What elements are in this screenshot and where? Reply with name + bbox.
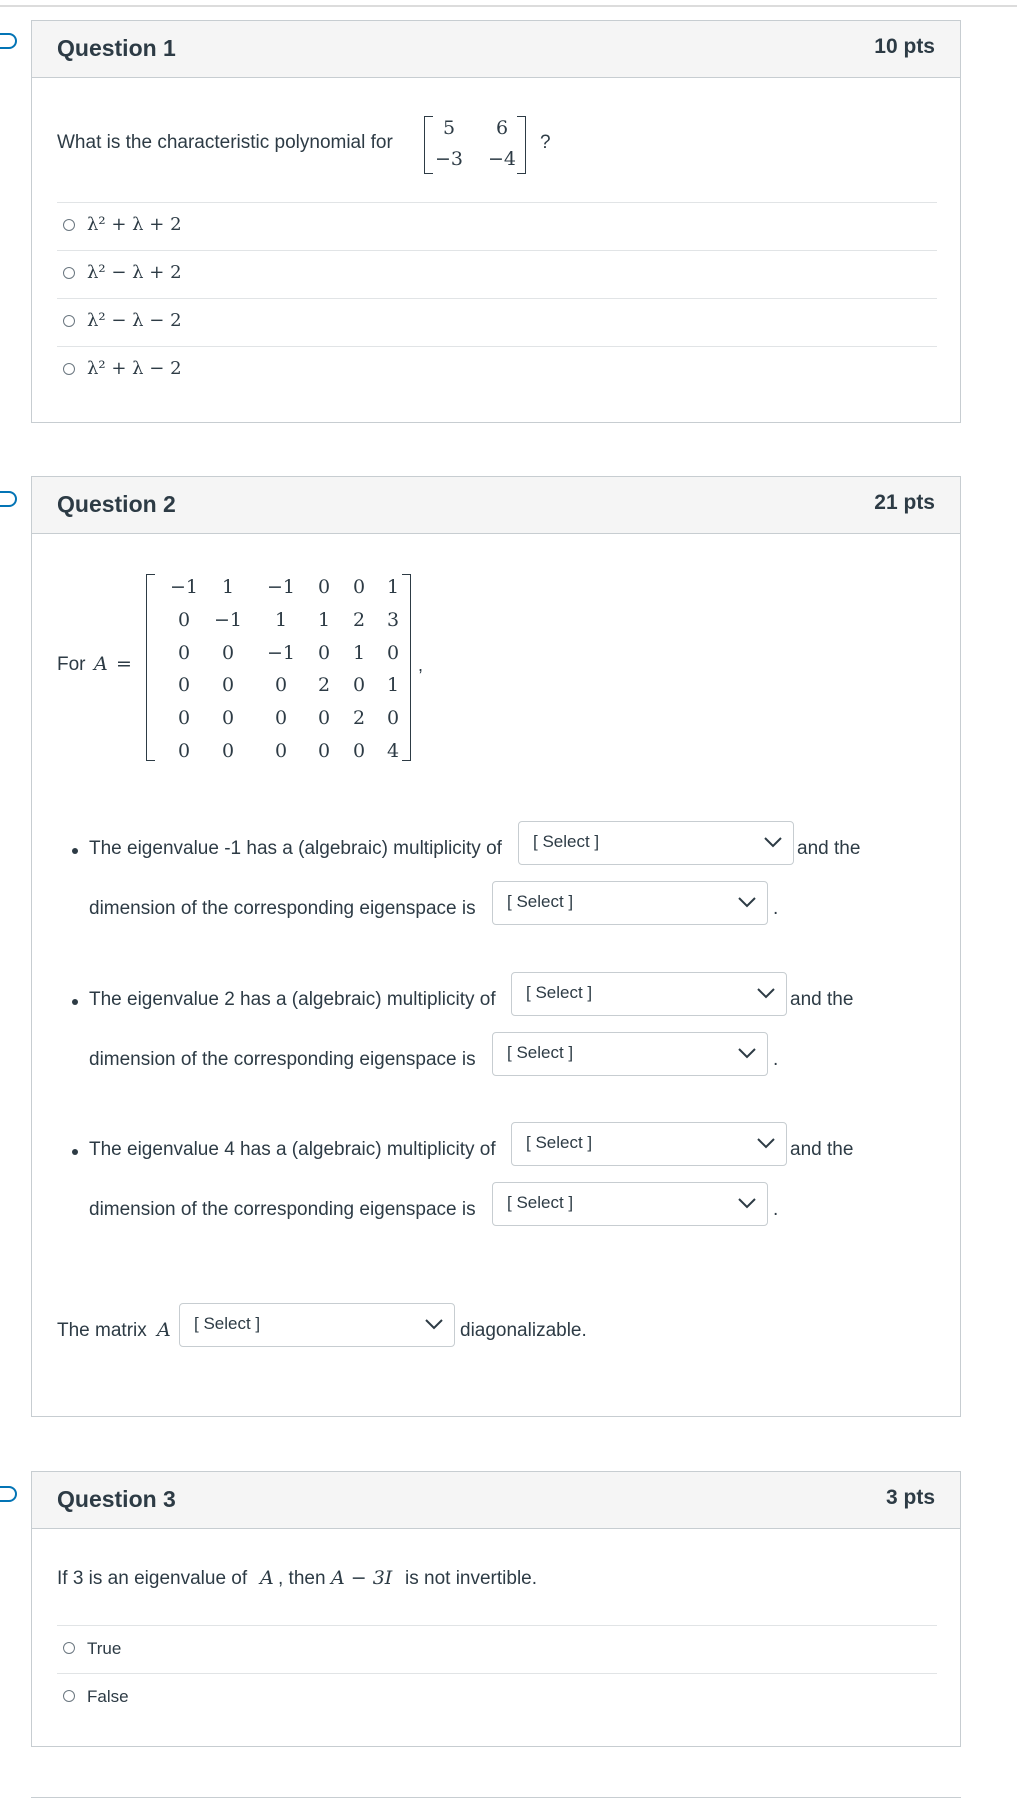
- answer-text: False: [87, 1687, 129, 1706]
- question-1-prompt: What is the characteristic polynomial for: [57, 132, 393, 153]
- matrix-cell: 5: [442, 117, 456, 139]
- question-1-header: [32, 21, 960, 78]
- answer-option-false[interactable]: [57, 1673, 937, 1722]
- question-2-points: 21 pts: [874, 491, 935, 514]
- matrix-cell: 0: [177, 707, 191, 729]
- select-value: [ Select ]: [533, 832, 600, 851]
- matrix-cell: 2: [352, 707, 366, 729]
- eigen-1-dimension-text: dimension of the corresponding eigenspace is: [89, 898, 476, 919]
- matrix-cell: 4: [386, 740, 400, 762]
- answer-option-true[interactable]: [57, 1625, 937, 1674]
- matrix-cell: 0: [221, 674, 235, 696]
- matrix-variable: A: [157, 1319, 171, 1341]
- diagonalizable-text: diagonalizable.: [460, 1320, 587, 1341]
- eigen-2-multiplicity-select[interactable]: [511, 972, 787, 1016]
- eigen-2-dimension-select[interactable]: [492, 1032, 768, 1076]
- radio-icon[interactable]: [63, 219, 75, 231]
- chevron-down-icon: [424, 1318, 444, 1330]
- radio-icon[interactable]: [63, 1642, 75, 1654]
- matrix-cell: 0: [386, 707, 400, 729]
- eigen-4-dimension-select[interactable]: [492, 1182, 768, 1226]
- answer-text: λ² − λ + 2: [87, 262, 182, 283]
- chevron-down-icon: [737, 1047, 757, 1059]
- chevron-down-icon: [756, 987, 776, 999]
- matrix-cell: −1: [266, 576, 295, 598]
- period-text: .: [773, 1199, 779, 1220]
- top-divider: [0, 5, 1017, 7]
- matrix-cell: 0: [317, 740, 331, 762]
- eigen-1-multiplicity-text: The eigenvalue -1 has a (algebraic) multiplicity of: [89, 838, 502, 859]
- matrix-cell: 1: [352, 642, 366, 664]
- question-3-points: 3 pts: [885, 1486, 935, 1509]
- answer-text: True: [87, 1639, 122, 1658]
- matrix-cell: −4: [487, 148, 516, 170]
- matrix-cell: −1: [266, 642, 295, 664]
- radio-icon[interactable]: [63, 315, 75, 327]
- select-value: [ Select ]: [507, 1193, 574, 1212]
- eigen-4-multiplicity-text: The eigenvalue 4 has a (algebraic) multiplicity of: [89, 1139, 496, 1160]
- matrix-variable: A: [260, 1567, 274, 1589]
- bottom-divider: [31, 1797, 961, 1798]
- matrix-cell: 0: [317, 642, 331, 664]
- question-3-card: [31, 1471, 961, 1747]
- period-text: .: [773, 1049, 779, 1070]
- matrix-cell: 1: [221, 576, 235, 598]
- matrix-cell: 2: [352, 609, 366, 631]
- chevron-down-icon: [756, 1137, 776, 1149]
- eigen-1-dimension-select[interactable]: [492, 881, 768, 925]
- flag-question-3-icon[interactable]: [0, 1485, 18, 1503]
- and-the-text: and the: [790, 1139, 854, 1160]
- eigen-4-dimension-text: dimension of the corresponding eigenspace is: [89, 1199, 476, 1220]
- answer-option[interactable]: [57, 346, 937, 395]
- question-2-card: [31, 476, 961, 1417]
- matrix-cell: −3: [434, 148, 463, 170]
- select-value: [ Select ]: [507, 1043, 574, 1062]
- question-1-title: Question 1: [57, 35, 176, 61]
- chevron-down-icon: [763, 836, 783, 848]
- matrix-cell: 0: [352, 674, 366, 696]
- matrix-cell: 0: [221, 740, 235, 762]
- matrix-cell: 1: [386, 576, 400, 598]
- matrix-cell: 0: [274, 707, 288, 729]
- matrix-cell: 0: [274, 740, 288, 762]
- period-text: .: [773, 898, 779, 919]
- question-3-prompt: If 3 is an eigenvalue of: [57, 1568, 248, 1589]
- chevron-down-icon: [737, 1197, 757, 1209]
- question-3-header: [32, 1472, 960, 1529]
- matrix-cell: 0: [177, 609, 191, 631]
- answer-option[interactable]: [57, 298, 937, 347]
- bullet-dot: [72, 848, 78, 854]
- question-3-title: Question 3: [57, 1486, 176, 1512]
- flag-question-1-icon[interactable]: [0, 32, 18, 50]
- radio-icon[interactable]: [63, 1690, 75, 1702]
- question-1-card: [31, 20, 961, 423]
- question-3-prompt-end: is not invertible.: [405, 1568, 538, 1589]
- and-the-text: and the: [797, 838, 861, 859]
- diagonalizable-select[interactable]: [179, 1303, 455, 1347]
- equals-sign: =: [116, 653, 132, 675]
- matrix-cell: 0: [221, 642, 235, 664]
- matrix-cell: 6: [495, 117, 509, 139]
- question-1-points: 10 pts: [874, 35, 935, 58]
- answer-text: λ² + λ − 2: [87, 358, 182, 379]
- matrix-cell: 0: [177, 642, 191, 664]
- answer-option[interactable]: [57, 202, 937, 251]
- matrix-cell: 1: [317, 609, 331, 631]
- answer-text: λ² + λ + 2: [87, 214, 182, 235]
- question-2-title: Question 2: [57, 491, 176, 517]
- final-statement-text: The matrix: [57, 1320, 147, 1341]
- matrix-variable: A: [94, 653, 108, 675]
- flag-question-2-icon[interactable]: [0, 490, 18, 508]
- radio-icon[interactable]: [63, 267, 75, 279]
- select-value: [ Select ]: [526, 983, 593, 1002]
- matrix-comma: ,: [418, 655, 424, 675]
- eigen-4-multiplicity-select[interactable]: [511, 1122, 787, 1166]
- chevron-down-icon: [737, 896, 757, 908]
- radio-icon[interactable]: [63, 363, 75, 375]
- matrix-cell: −1: [169, 576, 198, 598]
- matrix-cell: 0: [352, 740, 366, 762]
- select-value: [ Select ]: [526, 1133, 593, 1152]
- matrix-cell: 0: [317, 707, 331, 729]
- matrix-cell: 0: [274, 674, 288, 696]
- answer-option[interactable]: [57, 250, 937, 299]
- question-2-header: [32, 477, 960, 534]
- matrix-cell: 1: [274, 609, 288, 631]
- matrix-cell: 1: [386, 674, 400, 696]
- matrix-cell: −1: [213, 609, 242, 631]
- matrix-cell: 0: [221, 707, 235, 729]
- expression: A − 3I: [331, 1567, 393, 1589]
- matrix-cell: 0: [317, 576, 331, 598]
- matrix-cell: 0: [386, 642, 400, 664]
- select-value: [ Select ]: [194, 1314, 261, 1333]
- matrix-cell: 0: [352, 576, 366, 598]
- select-value: [ Select ]: [507, 892, 574, 911]
- question-1-prompt-end: ?: [540, 132, 551, 153]
- question-3-prompt-mid: , then: [278, 1568, 326, 1589]
- matrix-cell: 0: [177, 674, 191, 696]
- and-the-text: and the: [790, 989, 854, 1010]
- bullet-dot: [72, 999, 78, 1005]
- eigen-2-multiplicity-text: The eigenvalue 2 has a (algebraic) multiplicity of: [89, 989, 496, 1010]
- bullet-dot: [72, 1149, 78, 1155]
- for-label: For: [57, 654, 86, 675]
- eigen-1-multiplicity-select[interactable]: [518, 821, 794, 865]
- eigen-2-dimension-text: dimension of the corresponding eigenspace is: [89, 1049, 476, 1070]
- matrix-cell: 0: [177, 740, 191, 762]
- answer-text: λ² − λ − 2: [87, 310, 182, 331]
- matrix-cell: 3: [386, 609, 400, 631]
- matrix-cell: 2: [317, 674, 331, 696]
